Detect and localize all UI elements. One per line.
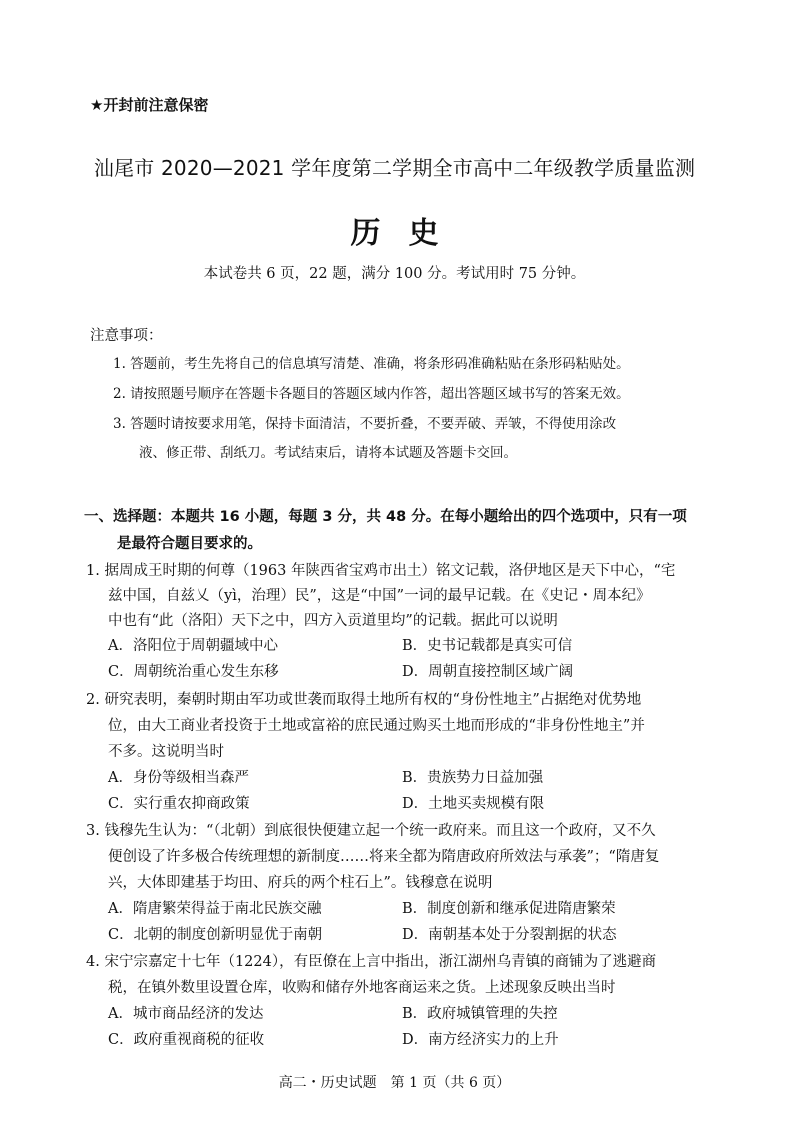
option-b[interactable]: B．制度创新和继承促进隋唐繁荣: [402, 901, 616, 917]
option-d[interactable]: D．周朝直接控制区域广阔: [402, 664, 574, 680]
question-stem-line: 不多。这说明当时: [108, 744, 224, 760]
option-c[interactable]: C．周朝统治重心发生东移: [108, 664, 279, 680]
question-stem-line: 税，在镇外数里设置仓库，收购和储存外地客商运来之货。上述现象反映出当时: [108, 980, 616, 996]
page-footer: 高二・历史试题 第 1 页（共 6 页）: [278, 1075, 511, 1091]
option-a[interactable]: A．隋唐繁荣得益于南北民族交融: [108, 901, 322, 917]
option-c[interactable]: C．政府重视商税的征收: [108, 1032, 265, 1048]
question-stem-line: 兹中国，自兹乂（yì，治理）民”，这是“中国”一词的最早记载。在《史记・周本纪》: [108, 588, 651, 604]
option-b[interactable]: B．贵族势力日益加强: [402, 770, 544, 786]
confidential-notice: ★开封前注意保密: [90, 96, 209, 114]
option-d[interactable]: D．土地买卖规模有限: [402, 796, 545, 812]
note-item: 2. 请按照题号顺序在答题卡各题目的答题区域内作答，超出答题区域书写的答案无效。: [113, 386, 630, 402]
question-stem-line: 便创设了许多极合传统理想的新制度……将来全都为隋唐政府所效法与承袭”；“隋唐复: [108, 849, 660, 865]
question-stem: 4. 宋宁宗嘉定十七年（1224），有臣僚在上言中指出，浙江湖州乌青镇的商铺为了逃避商: [86, 954, 657, 970]
question-stem: 3. 钱穆先生认为：“（北朝）到底很快便建立起一个统一政府来。而且这一个政府，又不久: [86, 823, 656, 839]
question-stem-line: 中也有“此（洛阳）天下之中，四方入贡道里均”的记载。据此可以说明: [108, 613, 558, 629]
option-a[interactable]: A．洛阳位于周朝疆域中心: [108, 638, 278, 654]
exam-title: 汕尾市 2020—2021 学年度第二学期全市高中二年级教学质量监测: [93, 156, 696, 180]
question-stem-line: 兴，大体即建基于均田、府兵的两个柱石上”。钱穆意在说明: [108, 875, 493, 891]
section-heading-continuation: 是最符合题目要求的。: [117, 536, 262, 552]
subject-title: 历史: [350, 216, 467, 251]
option-b[interactable]: B．史书记载都是真实可信: [402, 638, 573, 654]
exam-info: 本试卷共 6 页，22 题，满分 100 分。考试用时 75 分钟。: [203, 266, 586, 282]
note-item: 1. 答题前，考生先将自己的信息填写清楚、准确，将条形码准确粘贴在条形码粘贴处。: [113, 356, 630, 372]
option-d[interactable]: D．南朝基本处于分裂割据的状态: [402, 927, 617, 943]
option-d[interactable]: D．南方经济实力的上升: [402, 1032, 559, 1048]
option-a[interactable]: A．身份等级相当森严: [108, 770, 249, 786]
section-heading: 一、选择题：本题共 16 小题，每题 3 分，共 48 分。在每小题给出的四个选项中，只有一项: [84, 509, 687, 525]
option-c[interactable]: C．北朝的制度创新明显优于南朝: [108, 927, 323, 943]
option-a[interactable]: A．城市商品经济的发达: [108, 1006, 264, 1022]
note-item-continuation: 液、修正带、刮纸刀。考试结束后，请将本试题及答题卡交回。: [139, 445, 517, 461]
option-b[interactable]: B．政府城镇管理的失控: [402, 1006, 558, 1022]
note-item: 3. 答题时请按要求用笔，保持卡面清洁，不要折叠，不要弄破、弄皱，不得使用涂改: [113, 416, 617, 432]
question-stem-line: 位，由大工商业者投资于土地或富裕的庶民通过购买土地而形成的“非身份性地主”并: [108, 718, 645, 734]
option-c[interactable]: C．实行重农抑商政策: [108, 796, 250, 812]
question-stem: 2. 研究表明，秦朝时期由军功或世袭而取得土地所有权的“身份性地主”占据绝对优势地: [86, 692, 642, 708]
notes-heading: 注意事项：: [90, 328, 163, 344]
question-stem: 1. 据周成王时期的何尊（1963 年陕西省宝鸡市出土）铭文记载，洛伊地区是天下中心，“宅: [86, 563, 676, 579]
